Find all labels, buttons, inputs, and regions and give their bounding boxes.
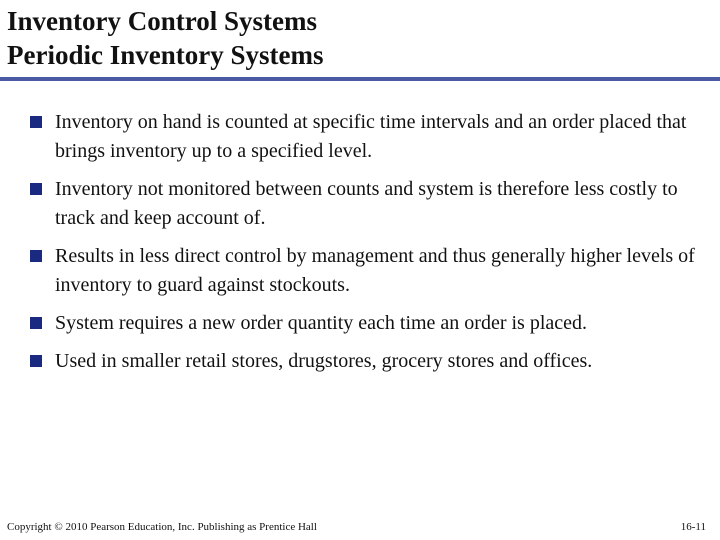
footer-copyright: Copyright © 2010 Pearson Education, Inc. Publishing as Prentice Hall [7,521,317,533]
bullet-item [30,309,700,338]
square-bullet-icon [30,250,42,262]
bullet-text: Used in smaller retail stores, drugstores, grocery stores and offices. [55,350,593,372]
bullet-item [30,175,700,233]
bullet-text: Inventory on hand is counted at specific time intervals and an order placed that brings inventory up to a specified level. [55,111,687,162]
bullet-item [30,108,700,166]
square-bullet-icon [30,355,42,367]
bullet-item [30,347,700,376]
square-bullet-icon [30,116,42,128]
bullet-text: Inventory not monitored between counts and system is therefore less costly to track and keep account of. [55,178,678,229]
page-number: 16-11 [680,521,706,533]
bullet-text: Results in less direct control by management and thus generally higher levels of inventory to guard against stockouts. [55,245,695,296]
slide-title [7,4,707,72]
title-divider [0,77,720,81]
bullet-text: System requires a new order quantity each time an order is placed. [55,312,588,334]
title-line-2: Periodic Inventory Systems [7,40,324,70]
title-line-1: Inventory Control Systems [7,6,317,36]
bullet-item [30,242,700,300]
bullet-list [30,108,700,385]
square-bullet-icon [30,183,42,195]
square-bullet-icon [30,317,42,329]
